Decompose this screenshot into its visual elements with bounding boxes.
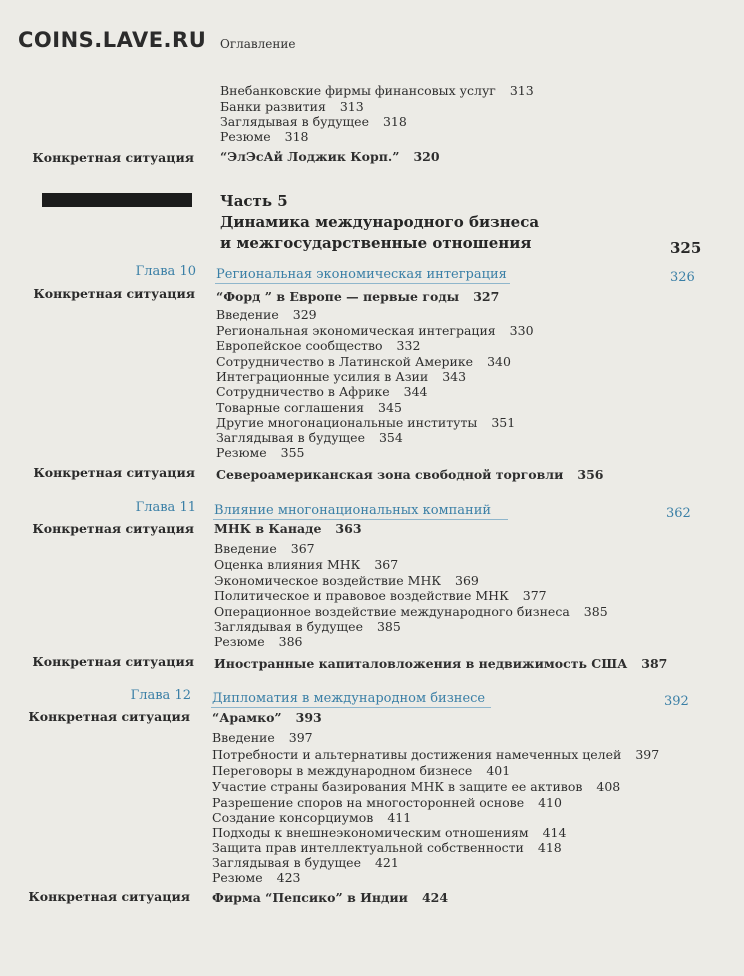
chapter-label: Глава 12 — [130, 688, 191, 703]
toc-entry: Подходы к внешнеэкономическим отношениям 414 — [212, 825, 567, 840]
case-entry: МНК в Канаде 363 — [214, 521, 362, 536]
toc-entry: Переговоры в международном бизнесе 401 — [212, 763, 511, 778]
case-entry: Иностранные капиталовложения в недвижимость США 387 — [214, 656, 668, 671]
chapter-page: 362 — [666, 506, 691, 521]
toc-entry: Сотрудничество в Латинской Америке 340 — [216, 354, 511, 369]
case-label: Конкретная ситуация — [32, 521, 194, 536]
toc-entry: Введение 397 — [212, 730, 313, 745]
chapter-label: Глава 11 — [135, 500, 196, 515]
case-entry: “Форд ” в Европе — первые годы 327 — [216, 289, 500, 304]
case-label: Конкретная ситуация — [32, 654, 194, 669]
case-entry: Фирма “Пепсико” в Индии 424 — [212, 890, 449, 905]
chapter-title: Дипломатия в международном бизнесе — [212, 691, 486, 706]
toc-entry: Товарные соглашения 345 — [216, 400, 402, 415]
case-entry: “Арамко” 393 — [212, 710, 322, 725]
toc-entry: Резюме 386 — [214, 634, 303, 649]
chapter-rule — [213, 519, 508, 520]
part-title-line-1: Динамика международного бизнеса — [220, 213, 540, 231]
toc-entry: Резюме 318 — [220, 129, 309, 144]
chapter-label: Глава 10 — [135, 264, 196, 279]
toc-entry: Оценка влияния МНК 367 — [214, 557, 399, 572]
toc-entry: Потребности и альтернативы достижения намеченных целей 397 — [212, 747, 660, 762]
case-entry: “ЭлЭсАй Лоджик Корп.” 320 — [220, 149, 440, 164]
toc-entry: Заглядывая в будущее 354 — [216, 430, 403, 445]
chapter-page: 326 — [670, 270, 695, 285]
toc-entry: Европейское сообщество 332 — [216, 338, 421, 353]
toc-entry: Региональная экономическая интеграция 330 — [216, 323, 534, 338]
toc-entry: Резюме 355 — [216, 445, 305, 460]
toc-entry: Экономическое воздействие МНК 369 — [214, 573, 479, 588]
toc-entry: Другие многонациональные институты 351 — [216, 415, 516, 430]
toc-entry: Заглядывая в будущее 421 — [212, 855, 399, 870]
case-label: Конкретная ситуация — [28, 889, 190, 904]
case-label: Конкретная ситуация — [28, 709, 190, 724]
toc-entry: Введение 329 — [216, 307, 317, 322]
toc-entry: Интеграционные усилия в Азии 343 — [216, 369, 467, 384]
case-label: Конкретная ситуация — [33, 465, 195, 480]
case-entry: Североамериканская зона свободной торговли 356 — [216, 467, 604, 482]
toc-entry: Резюме 423 — [212, 870, 301, 885]
watermark: COINS.LAVE.RU — [18, 28, 207, 52]
chapter-rule — [215, 283, 510, 284]
chapter-rule — [211, 707, 491, 708]
part-title-line-2: и межгосударственные отношения — [220, 234, 532, 252]
chapter-page: 392 — [664, 694, 689, 709]
part-page: 325 — [670, 239, 702, 257]
part-label: Часть 5 — [220, 192, 288, 210]
toc-entry: Политическое и правовое воздействие МНК 377 — [214, 588, 547, 603]
toc-entry: Защита прав интеллектуальной собственности 418 — [212, 840, 562, 855]
toc-entry: Банки развития 313 — [220, 99, 364, 114]
toc-entry: Заглядывая в будущее 385 — [214, 619, 401, 634]
case-label: Конкретная ситуация — [32, 150, 194, 165]
chapter-title: Влияние многонациональных компаний — [214, 503, 492, 518]
toc-entry: Разрешение споров на многосторонней основе 410 — [212, 795, 562, 810]
part-marker-bar — [42, 193, 192, 207]
toc-entry: Создание консорциумов 411 — [212, 810, 412, 825]
running-header: Оглавление — [220, 37, 296, 51]
toc-entry: Сотрудничество в Африке 344 — [216, 384, 428, 399]
toc-entry: Внебанковские фирмы финансовых услуг 313 — [220, 83, 534, 98]
toc-entry: Введение 367 — [214, 541, 315, 556]
chapter-title: Региональная экономическая интеграция — [216, 267, 507, 282]
case-label: Конкретная ситуация — [33, 286, 195, 301]
toc-entry: Заглядывая в будущее 318 — [220, 114, 407, 129]
toc-entry: Участие страны базирования МНК в защите ее активов 408 — [212, 779, 621, 794]
toc-entry: Операционное воздействие международного бизнеса 385 — [214, 604, 608, 619]
